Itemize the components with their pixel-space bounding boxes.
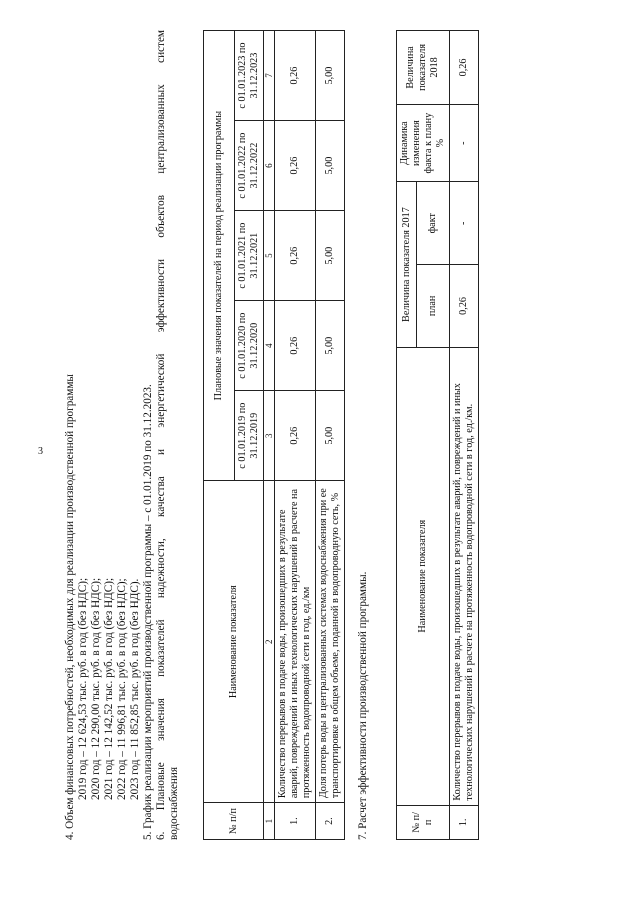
table-row: [316, 31, 345, 840]
year-2022-line: 2022 год – 11 996,81 тыс. руб. в год (без НДС);: [116, 578, 128, 800]
t1-row-value: 5,00: [316, 391, 345, 481]
year-2020-line: 2020 год – 12 290,00 тыс. руб. в год (без НДС);: [90, 577, 102, 800]
section-6-line-1: 6. Плановые значения показателей надежности, качества и энергетической эффективности объектов централизованных систем: [155, 30, 167, 840]
t1-header-num: № п/п: [204, 803, 264, 840]
table-row: [275, 31, 316, 840]
t1-header-period: с 01.01.2020 по 31.12.2020: [235, 301, 264, 391]
t2-row-fact: -: [450, 182, 479, 265]
t1-index-cell: 4: [264, 301, 275, 391]
page-number: 3: [38, 446, 43, 457]
t1-row-name: Количество перерывов в подаче воды, произошедших в результате аварий, повреждений и иных технологических нарушений в расчете на протяженность водопроводной сети в год, ед./км: [275, 481, 316, 803]
section-6: [155, 30, 181, 840]
section-4-heading: 4. Объем финансовых потребностей, необходимых для реализации производственной программы: [64, 374, 76, 840]
year-2023-line: 2023 год – 11 852,85 тыс. руб. в год (без НДС).: [129, 578, 141, 800]
year-2021-line: 2021 год – 12 142,52 тыс. руб. в год (без НДС);: [103, 577, 115, 800]
t1-index-cell: 6: [264, 121, 275, 211]
t2-header-value-2017: Величина показателя 2017: [397, 182, 417, 347]
t1-row-value: 5,00: [316, 211, 345, 301]
t1-header-period: с 01.01.2019 по 31.12.2019: [235, 391, 264, 481]
t1-row-value: 0,26: [275, 211, 316, 301]
section-7: 7. Расчет эффективности производственной программы.: [357, 571, 369, 840]
t2-header-name: Наименование показателя: [397, 347, 450, 805]
t2-header-plan: план: [417, 265, 450, 348]
efficiency-table: [396, 30, 479, 840]
planned-values-table: [203, 30, 345, 840]
t1-index-cell: 7: [264, 31, 275, 121]
table-row: [450, 31, 479, 840]
t2-row-name: Количество перерывов в подаче воды, произошедших в результате аварий, повреждений и иных технологических нарушений в расчете на протяженность водопроводной сети в год, ед./км.: [450, 347, 479, 805]
t1-header-period: с 01.01.2022 по 31.12.2022: [235, 121, 264, 211]
t2-row-num: 1.: [450, 805, 479, 839]
t2-row-dynamics: -: [450, 104, 479, 182]
t1-row-num: 1.: [275, 803, 316, 840]
t1-index-cell: 1: [264, 803, 275, 840]
t1-row-num: 2.: [316, 803, 345, 840]
t1-header-name: Наименование показателя: [204, 481, 264, 803]
t2-row-plan: 0,26: [450, 265, 479, 348]
t2-header-num: № п/п: [397, 805, 450, 839]
t1-row-value: 0,26: [275, 121, 316, 211]
t1-row-value: 0,26: [275, 301, 316, 391]
rotated-page-content: [64, 30, 640, 840]
t2-header-fact: факт: [417, 182, 450, 265]
t1-header-period: с 01.01.2021 по 31.12.2021: [235, 211, 264, 301]
section-4: [64, 30, 142, 840]
t2-header-value-2018: Величина показателя 2018: [397, 31, 450, 105]
t1-header-planned: Плановые значения показателей на период реализации программы: [204, 31, 235, 481]
t1-row-name: Доля потерь воды в централизованных системах водоснабжения при ее транспортировке в общем объеме, поданной в водопроводную сеть, %: [316, 481, 345, 803]
t1-header-period: с 01.01.2023 по 31.12.2023: [235, 31, 264, 121]
year-2019-line: 2019 год – 12 624,53 тыс. руб. в год (без НДС);: [77, 577, 89, 800]
t1-index-cell: 5: [264, 211, 275, 301]
t1-row-value: 0,26: [275, 31, 316, 121]
t1-index-row: [264, 31, 275, 840]
t1-row-value: 5,00: [316, 31, 345, 121]
t2-header-dynamics: Динамика изменения факта к плану %: [397, 104, 450, 182]
t2-row-value-2018: 0,26: [450, 31, 479, 105]
section-5: 5. График реализации мероприятий производственной программы – с 01.01.2019 по 31.12.2023.: [142, 384, 154, 840]
t1-row-value: 5,00: [316, 121, 345, 211]
t1-row-value: 5,00: [316, 301, 345, 391]
section-6-line-2: водоснабжения: [168, 766, 180, 840]
t1-index-cell: 2: [264, 481, 275, 803]
t1-index-cell: 3: [264, 391, 275, 481]
t1-row-value: 0,26: [275, 391, 316, 481]
